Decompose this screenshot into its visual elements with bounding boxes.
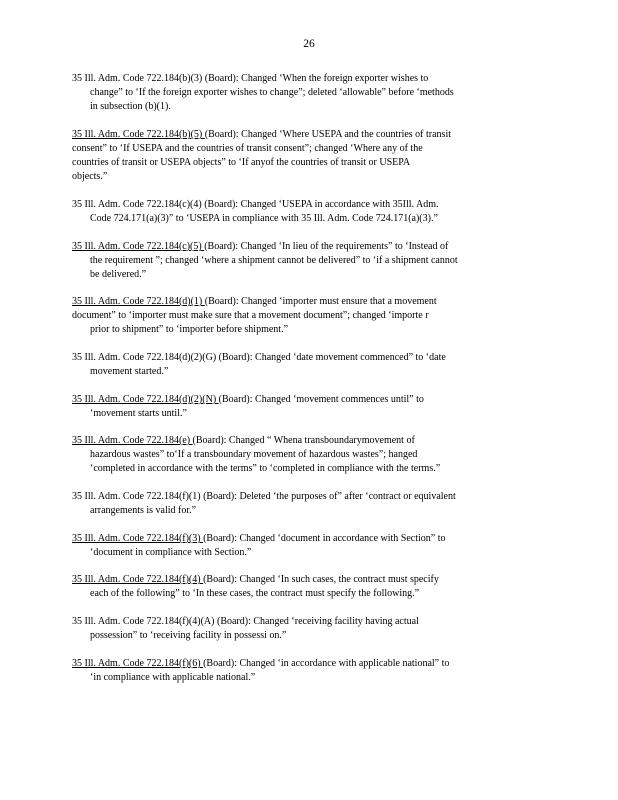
entry-line: ‘document in compliance with Section.” xyxy=(90,547,252,558)
entry-text: (Board): Changed ‘When the foreign exporter wishes to xyxy=(202,73,429,84)
citation: 35 Ill. Adm. Code 722.184(b)(3) xyxy=(72,73,203,84)
entry-line: Code 724.171(a)(3)” to ‘USEPA in compliance with 35 Ill. Adm. Code 724.171(a)(3).” xyxy=(90,213,438,224)
amendment-entry xyxy=(72,198,534,226)
citation: 35 Ill. Adm. Code 722.184(c)(4) xyxy=(72,199,202,210)
citation: 35 Ill. Adm. Code 722.184(b)(5) xyxy=(72,129,205,140)
page-number: 26 xyxy=(303,38,315,50)
entry-text: (Board): Changed ‘document in accordance with Section” to xyxy=(203,533,446,544)
entry-line: prior to shipment” to ‘importer before shipment.” xyxy=(90,324,289,335)
amendment-entry xyxy=(72,615,534,643)
citation: 35 Ill. Adm. Code 722.184(f)(4)(A) xyxy=(72,616,215,627)
entry-line: in subsection (b)(1). xyxy=(90,101,171,112)
entry-text: (Board): Changed ‘In such cases, the contract must specify xyxy=(203,574,439,585)
amendment-entry xyxy=(72,532,534,560)
entry-line: countries of transit or USEPA objects” to ‘If anyof the countries of transit or USEPA xyxy=(72,157,411,168)
amendment-entry xyxy=(72,434,534,476)
entry-text: (Board): Changed ‘Where USEPA and the countries of transit xyxy=(204,129,452,140)
entry-line: possession” to ‘receiving facility in possessi on.” xyxy=(90,630,287,641)
entry-line: consent” to ‘If USEPA and the countries of transit consent”; changed ‘Where any of the xyxy=(72,143,423,154)
amendment-entry xyxy=(72,128,534,184)
entry-first-line xyxy=(72,490,534,504)
entry-first-line xyxy=(72,615,534,629)
entry-text: (Board): Changed “ Whena transboundarymovement of xyxy=(192,435,415,446)
entry-line: arrangements is valid for.” xyxy=(90,505,197,516)
citation: 35 Ill. Adm. Code 722.184(c)(5) xyxy=(72,241,205,252)
entry-first-line xyxy=(72,532,534,546)
entry-text: (Board): Changed ‘date movement commenced” to ‘date xyxy=(216,352,446,363)
entry-line: document” to ‘importer must make sure that a movement document”; changed ‘importe r xyxy=(72,310,429,321)
entry-first-line xyxy=(72,351,534,365)
amendment-entry xyxy=(72,573,534,601)
entry-first-line xyxy=(72,393,534,407)
entry-first-line xyxy=(72,295,534,309)
entry-text: (Board): Changed ‘in accordance with applicable national” to xyxy=(203,658,450,669)
citation: 35 Ill. Adm. Code 722.184(e) xyxy=(72,435,193,446)
entry-line: ‘completed in accordance with the terms” to ‘completed in compliance with the terms.” xyxy=(90,463,441,474)
amendment-entry xyxy=(72,490,534,518)
entry-line: hazardous wastes” to‘If a transboundary movement of hazardous wastes”; hanged xyxy=(90,449,418,460)
amendment-entry xyxy=(72,351,534,379)
entry-line: objects.” xyxy=(72,171,108,182)
entry-line: be delivered.” xyxy=(90,269,147,280)
entry-line: each of the following” to ‘In these cases, the contract must specify the following.” xyxy=(90,588,420,599)
entry-line: movement started.” xyxy=(90,366,169,377)
entry-text: (Board): Changed ‘movement commences until” to xyxy=(218,394,424,405)
amendment-entry xyxy=(72,240,534,282)
entry-first-line xyxy=(72,573,534,587)
entry-first-line xyxy=(72,657,534,671)
entry-first-line xyxy=(72,240,534,254)
entry-first-line xyxy=(72,128,534,142)
entry-line: ‘movement starts until.” xyxy=(90,408,187,419)
entry-text: (Board): Changed ‘receiving facility having actual xyxy=(214,616,419,627)
entry-text: (Board): Changed ‘In lieu of the requirements” to ‘Instead of xyxy=(204,241,449,252)
entry-line: ‘in compliance with applicable national.” xyxy=(90,672,256,683)
amendment-entry xyxy=(72,393,534,421)
amendment-entry xyxy=(72,72,534,114)
entry-line: the requirement ”; changed ‘where a shipment cannot be delivered” to ‘if a shipment cannot xyxy=(90,255,458,266)
citation: 35 Ill. Adm. Code 722.184(f)(1) xyxy=(72,491,201,502)
entry-first-line xyxy=(72,434,534,448)
entry-text: (Board): Changed ‘importer must ensure that a movement xyxy=(204,296,437,307)
entry-first-line xyxy=(72,198,534,212)
amendment-entry xyxy=(72,295,534,337)
citation: 35 Ill. Adm. Code 722.184(f)(3) xyxy=(72,533,204,544)
entry-first-line xyxy=(72,72,534,86)
entry-text: (Board): Deleted ‘the purposes of” after ‘contract or equivalent xyxy=(200,491,456,502)
citation: 35 Ill. Adm. Code 722.184(d)(2)(G) xyxy=(72,352,217,363)
amendment-entry xyxy=(72,657,534,685)
entry-text: (Board): Changed ‘USEPA in accordance with 35Ill. Adm. xyxy=(201,199,439,210)
citation: 35 Ill. Adm. Code 722.184(f)(6) xyxy=(72,658,204,669)
citation: 35 Ill. Adm. Code 722.184(d)(2)(N) xyxy=(72,394,219,405)
entry-line: change” to ‘If the foreign exporter wishes to change”; deleted ‘allowable” before ‘methods xyxy=(90,87,454,98)
citation: 35 Ill. Adm. Code 722.184(d)(1) xyxy=(72,296,205,307)
citation: 35 Ill. Adm. Code 722.184(f)(4) xyxy=(72,574,204,585)
